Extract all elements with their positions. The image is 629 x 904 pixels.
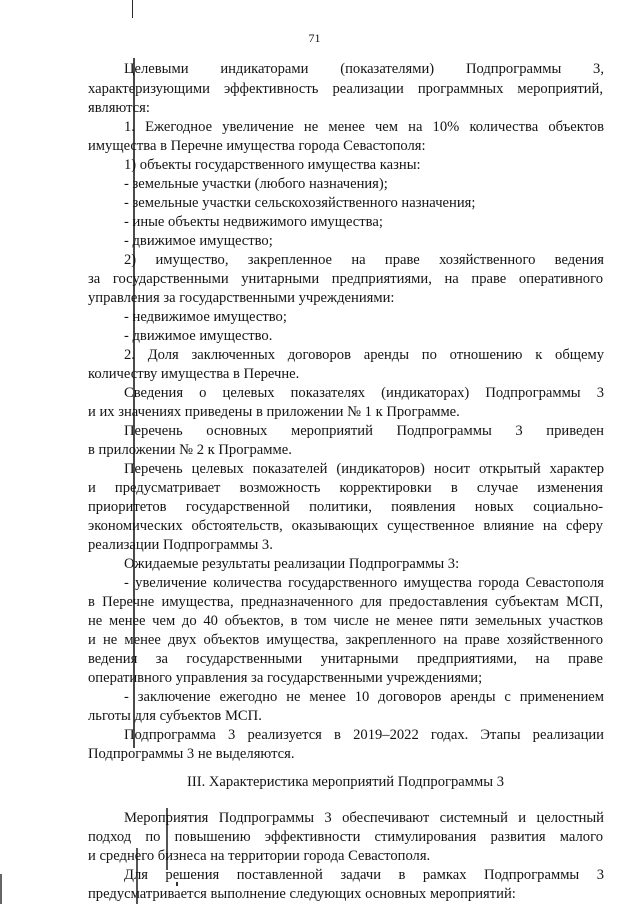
text-line: Для решения поставленной задачи в рамках Подпрограммы 3 [124,867,604,883]
text-line: Подпрограммы 3 не выделяются. [88,746,295,762]
text-line: приоритетов государственной политики, появления новых социально- [88,499,603,515]
text-line: реализации Подпрограммы 3. [88,537,273,553]
text-line: подход по повышению эффективности стимулирования развития малого [88,829,603,845]
text-line: 2. Доля заключенных договоров аренды по отношению к общему [124,347,604,363]
text-line: оперативного управления за государственными учреждениями; [88,670,483,686]
text-line: в Перечне имущества, предназначенного для предоставления субъектам МСП, [88,594,603,610]
text-line: 2) имущество, закрепленное на праве хозяйственного ведения [124,252,604,268]
text-line: Подпрограмма 3 реализуется в 2019–2022 годах. Этапы реализации [124,727,604,743]
scan-artifact-edge [0,874,2,904]
text-line: - заключение ежегодно не менее 10 договоров аренды с применением [124,689,604,705]
text-line: являются: [88,100,150,116]
page-number: 71 [308,31,321,45]
text-line: и их значениях приведены в приложении № 1 к Программе. [88,404,460,420]
text-line: - увеличение количества государственного имущества города Севастополя [124,575,604,591]
text-line: - земельные участки сельскохозяйственного назначения; [124,195,476,211]
text-line: предусматривается выполнение следующих основных мероприятий: [88,886,516,902]
text-line: - движимое имущество. [124,328,273,344]
text-line: управления за государственными учреждениями: [88,290,395,306]
text-line: Перечень целевых показателей (индикаторов) носит открытый характер [124,461,604,477]
text-line: и не менее двух объектов имущества, закрепленного на праве хозяйственного [88,632,603,648]
text-line: ведения за государственными унитарными предприятиями, на праве [88,651,603,667]
text-line: - движимое имущество; [124,233,273,249]
text-line: количеству имущества в Перечне. [88,366,300,382]
text-line: льготы для субъектов МСП. [88,708,262,724]
text-line: и среднего бизнеса на территории города Севастополя. [88,848,431,864]
text-line: Сведения о целевых показателях (индикаторах) Подпрограммы 3 [124,385,604,401]
text-line: Ожидаемые результаты реализации Подпрограммы 3: [124,556,460,572]
text-line: - земельные участки (любого назначения); [124,176,388,192]
text-line: Перечень основных мероприятий Подпрограммы 3 приведен [124,423,604,439]
text-line: 1) объекты государственного имущества казны: [124,157,421,173]
text-line: и предусматривает возможность корректировки в случае изменения [88,480,603,496]
text-line: - иные объекты недвижимого имущества; [124,214,383,230]
text-line: характеризующими эффективность реализации программных мероприятий, [88,81,603,97]
text-line: Целевыми индикаторами (показателями) Подпрограммы 3, [124,61,604,77]
scan-artifact-line [132,0,133,18]
text-line: Мероприятия Подпрограммы 3 обеспечивают системный и целостный [124,810,604,826]
text-line: не менее чем до 40 объектов, в том числе не менее пяти земельных участков [88,613,603,629]
text-line: 1. Ежегодное увеличение не менее чем на 10% количества объектов [124,119,604,135]
text-line: - недвижимое имущество; [124,309,287,325]
text-line: имущества в Перечне имущества города Севастополя: [88,138,426,154]
section-heading: III. Характеристика мероприятий Подпрограммы 3 [187,774,504,790]
text-line: в приложении № 2 к Программе. [88,442,292,458]
text-line: экономических обстоятельств, оказывающих существенное влияние на сферу [88,518,603,534]
text-line: за государственными унитарными предприятиями, на праве оперативного [88,271,603,287]
